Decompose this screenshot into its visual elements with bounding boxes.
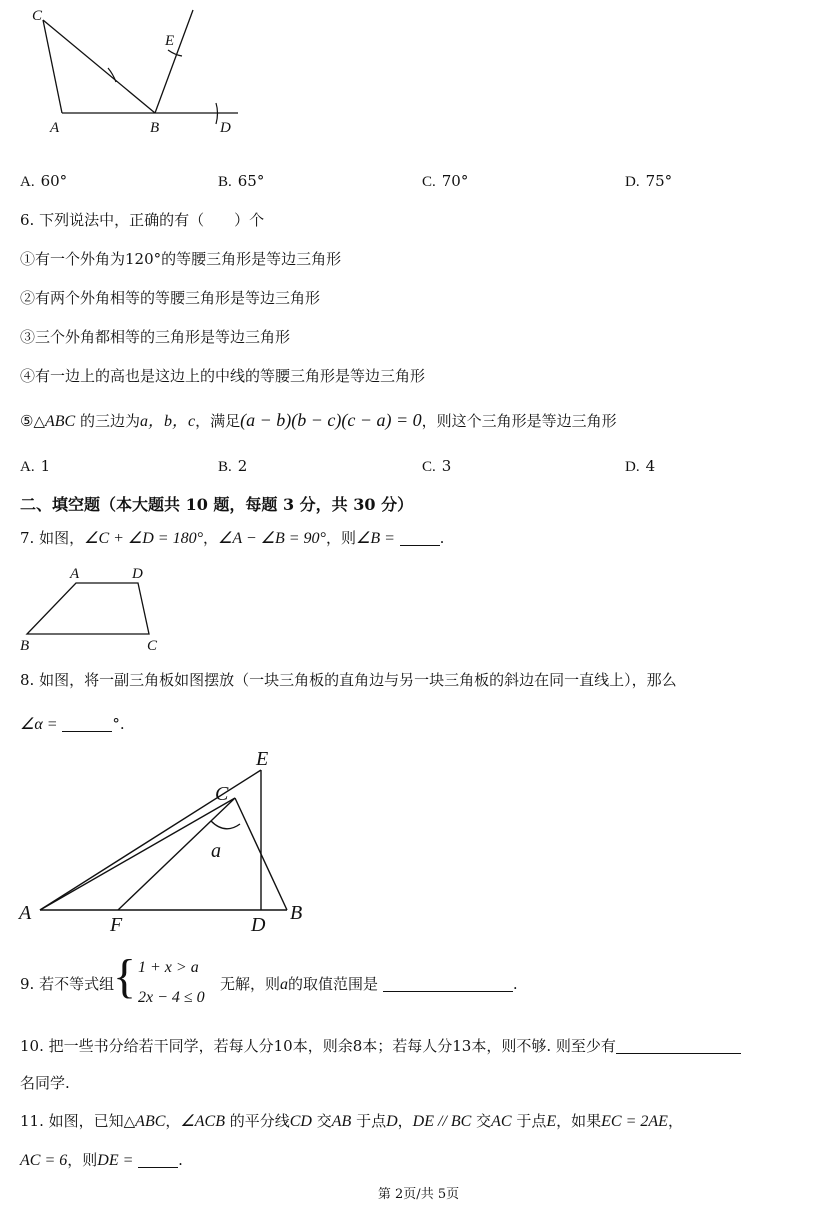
q7-text: 7. 如图，∠C + ∠D = 180°，∠A − ∠B = 90°，则∠B = . xyxy=(20,529,445,547)
label-e: E xyxy=(256,748,269,770)
label-c: C xyxy=(147,638,158,654)
q11-answer-blank[interactable] xyxy=(138,1151,178,1168)
segment-ac xyxy=(40,798,235,910)
q6-statement-3: ③三个外角都相等的三角形是等边三角形 xyxy=(20,328,291,346)
label-f: F xyxy=(110,914,123,936)
q5-option-c[interactable]: C. 70° xyxy=(422,172,469,190)
figure-set-squares xyxy=(15,745,325,940)
q6-stem: 6. 下列说法中，正确的有（ ）个 xyxy=(20,211,265,229)
q8-text-line2: ∠α = °. xyxy=(20,715,125,733)
q5-option-d[interactable]: D. 75° xyxy=(625,172,673,190)
q6-option-c[interactable]: C. 3 xyxy=(422,457,452,475)
q6-statement-1: ①有一个外角为120°的等腰三角形是等边三角形 xyxy=(20,250,342,268)
figure-angle-construction xyxy=(20,0,260,140)
q10-text: 10. 把一些书分给若干同学，若每人分10本，则余8本；若每人分13本，则不够. 则至少有 xyxy=(20,1036,741,1056)
q8-answer-blank[interactable] xyxy=(62,715,112,732)
q6-statement-5: ⑤△ABC 的三边为a，b，c，满足(a − b)(b − c)(c − a) = 0，则这个三角形是等边三角形 xyxy=(20,410,617,430)
label-b: B xyxy=(150,120,160,136)
arc-mark-e xyxy=(168,50,182,56)
label-a: A xyxy=(70,566,80,582)
q5-option-b[interactable]: B. 65° xyxy=(218,172,265,190)
trapezoid-abcd xyxy=(27,583,149,634)
q6-statement-2: ②有两个外角相等的等腰三角形是等边三角形 xyxy=(20,289,321,307)
label-b: B xyxy=(20,638,30,654)
q6-option-b[interactable]: B. 2 xyxy=(218,457,248,475)
label-c: C xyxy=(215,783,229,805)
q6-option-a[interactable]: A. 1 xyxy=(20,457,51,475)
label-alpha: a xyxy=(211,840,221,862)
label-b: B xyxy=(290,902,303,924)
label-c: C xyxy=(32,8,43,24)
q10-text-line2: 名同学. xyxy=(20,1074,70,1092)
q8-text-line1: 8. 如图，将一副三角板如图摆放（一块三角板的直角边与另一块三角板的斜边在同一直线上），那么 xyxy=(20,671,677,689)
label-d: D xyxy=(220,120,231,136)
q9-answer-blank[interactable] xyxy=(383,975,513,992)
ray-be xyxy=(155,10,193,113)
q7-answer-blank[interactable] xyxy=(400,529,440,546)
q5-option-a[interactable]: A. 60° xyxy=(20,172,68,190)
figure-trapezoid xyxy=(20,562,170,652)
q6-option-d[interactable]: D. 4 xyxy=(625,457,656,475)
angle-alpha-arc xyxy=(211,821,240,829)
q5-options xyxy=(20,172,800,194)
q9-rest: 无解，则a的取值范围是 . xyxy=(220,975,518,993)
q11-text-line2: AC = 6，则DE = . xyxy=(20,1151,183,1169)
q6-options xyxy=(20,457,800,479)
label-a: A xyxy=(50,120,60,136)
page-footer: 第 2页/共 5页 xyxy=(377,1187,460,1202)
q10-answer-blank[interactable] xyxy=(616,1037,741,1054)
q9-inequality-1: 1 + x > a xyxy=(138,959,199,976)
label-e: E xyxy=(165,33,175,49)
q9-inequality-2: 2x − 4 ≤ 0 xyxy=(138,989,205,1006)
label-d: D xyxy=(251,914,266,936)
q9-brace: { xyxy=(113,950,137,1003)
label-d: D xyxy=(132,566,143,582)
q9-prefix: 9. 若不等式组 xyxy=(20,975,115,993)
q11-text-line1: 11. 如图，已知△ABC，∠ACB 的平分线CD 交AB 于点D，DE // BC 交AC 于点E，如果EC = 2AE， xyxy=(20,1112,683,1130)
q6-statement-4: ④有一边上的高也是这边上的中线的等腰三角形是等边三角形 xyxy=(20,367,426,385)
section-2-title: 二、填空题（本大题共 10 题，每题 3 分，共 30 分） xyxy=(20,495,414,514)
label-a: A xyxy=(19,902,32,924)
